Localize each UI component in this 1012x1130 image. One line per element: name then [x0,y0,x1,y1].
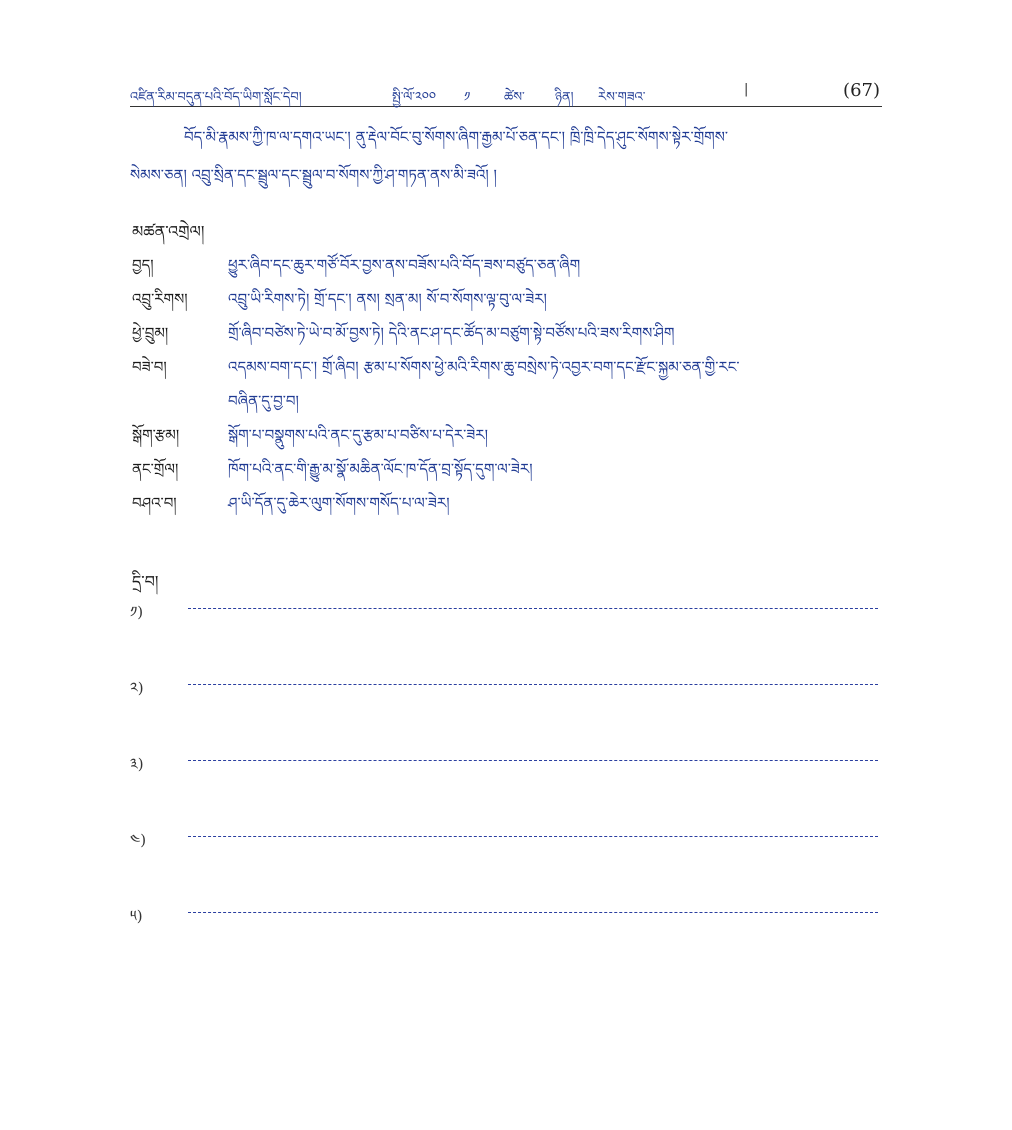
vocab-row [130,486,890,520]
intro-line-1: བོད་མི་རྣམས་ཀྱི་ཁ་ལ་དགའ་ཡང་། ནུ་རྡེལ་བོང་བུ་སོགས་ཞིག་རྒྱམ་པོ་ཅན་དང་། ཁྲི་ཁྲི་དེད་ཤུང་སོགས་སྟེར་གྲོགས་ [184,128,729,146]
question-number: ༢) [130,679,144,697]
answer-line[interactable] [188,608,878,609]
vocab-definition: སྒོག་པ་བསྣུགས་པའི་ནང་དུ་རྩམ་པ་བཙིས་པ་དེར་ཟེར། [228,426,488,444]
answer-row [130,746,890,822]
answer-row [130,898,890,974]
date-year: སྤྱི་ལོ་༢༠༠ [392,90,437,105]
answer-line[interactable] [188,684,878,685]
vocab-row [130,282,890,316]
answer-line[interactable] [188,760,878,761]
vocab-definition: འབྲུ་ཡི་རིགས་ཏེ། གྲོ་དང་། ནས། སྲན་མ། སོ་བ་སོགས་ལྟ་བུ་ལ་ཟེར། [228,290,547,308]
header-separator: | [744,82,749,97]
date-month: ༡ [464,90,471,105]
vocab-row [130,350,890,418]
vocab-term: བྱད། [132,256,154,274]
vocab-row [130,418,890,452]
vocab-term: ཕྱེ་བྲུམ། [132,324,169,342]
vocab-heading: མཚན་འགྲེལ། [132,222,205,241]
vocab-term: བཤའ་བ། [132,494,177,512]
answer-list [130,594,890,974]
day-label: ཉིན། [555,90,574,105]
vocab-term: ནང་གྲོལ། [132,460,179,478]
vocab-definition: ཤ་ཡི་དོན་དུ་ཆེར་ལུག་སོགས་གསོད་པ་ལ་ཟེར། [228,494,450,512]
vocab-row [130,316,890,350]
answer-line[interactable] [188,912,878,913]
vocab-definition: གྲོ་ཞིབ་བཙེས་ཏེ་ཡེ་བ་མོ་བྱས་ཏེ། དེའི་ནང་ཤ་དང་ཚོད་མ་བཙུག་སྟེ་བཙོས་པའི་ཟས་རིགས་ཤིག [228,324,675,342]
vocab-definition: ཕྱུར་ཞིབ་དང་ཆུར་གཙོ་བོར་བྱས་ནས་བཟོས་པའི་བོད་ཟས་བཙུད་ཅན་ཞིག [228,256,581,274]
answer-line[interactable] [188,836,878,837]
intro-paragraph [130,118,882,194]
question-number: ༤) [130,831,147,849]
vocab-definition: ཁོག་པའི་ནང་གི་རྒྱུ་མ་སྣོ་མཆིན་ལོང་ཁ་དོན་བྲ་སྟོད་དུག་ལ་ཟེར། [228,460,533,478]
vocab-definition-continued: བཞིན་དུ་བྱ་བ། [228,392,299,410]
intro-line-2: སེམས་ཅན། འབྲུ་སྲིན་དང་སྦྲུལ་དང་སྦྲུལ་བ་སོགས་ཀྱི་ཤ་གཏན་ནས་མི་ཟའོ། ། [130,166,497,184]
vocab-term: བཟེ་བ། [132,358,167,376]
vocab-list [130,248,890,520]
page-number: (67) [843,80,880,101]
page-header [130,78,882,107]
date-day-label: ཚེས་ [504,90,525,105]
questions-heading: དྲི་བ། [132,572,159,591]
question-number: ༣) [130,755,144,773]
question-number: ༥) [130,907,143,925]
answer-row [130,594,890,670]
weekday-label: རེས་གཟའ་ [598,90,646,105]
vocab-term: འབྲུ་རིགས། [132,290,188,308]
question-number: ༡) [130,603,144,621]
vocab-row [130,248,890,282]
answer-row [130,822,890,898]
vocab-row [130,452,890,486]
vocab-definition: འདམས་བག་དང་། གྲོ་ཞིབ། རྩམ་པ་སོགས་ཕྱེ་མའི་རིགས་ཆུ་བསྲེས་ཏེ་འབྱར་བག་དང་རྫོང་སྐྱམ་ཅན་གྱི་རང་ [228,358,740,376]
answer-row [130,670,890,746]
book-title: འཛིན་རིམ་བདུན་པའི་བོད་ཡིག་སློང་དེབ། [130,90,302,105]
vocab-term: སྒོག་རྩམ། [132,426,180,444]
